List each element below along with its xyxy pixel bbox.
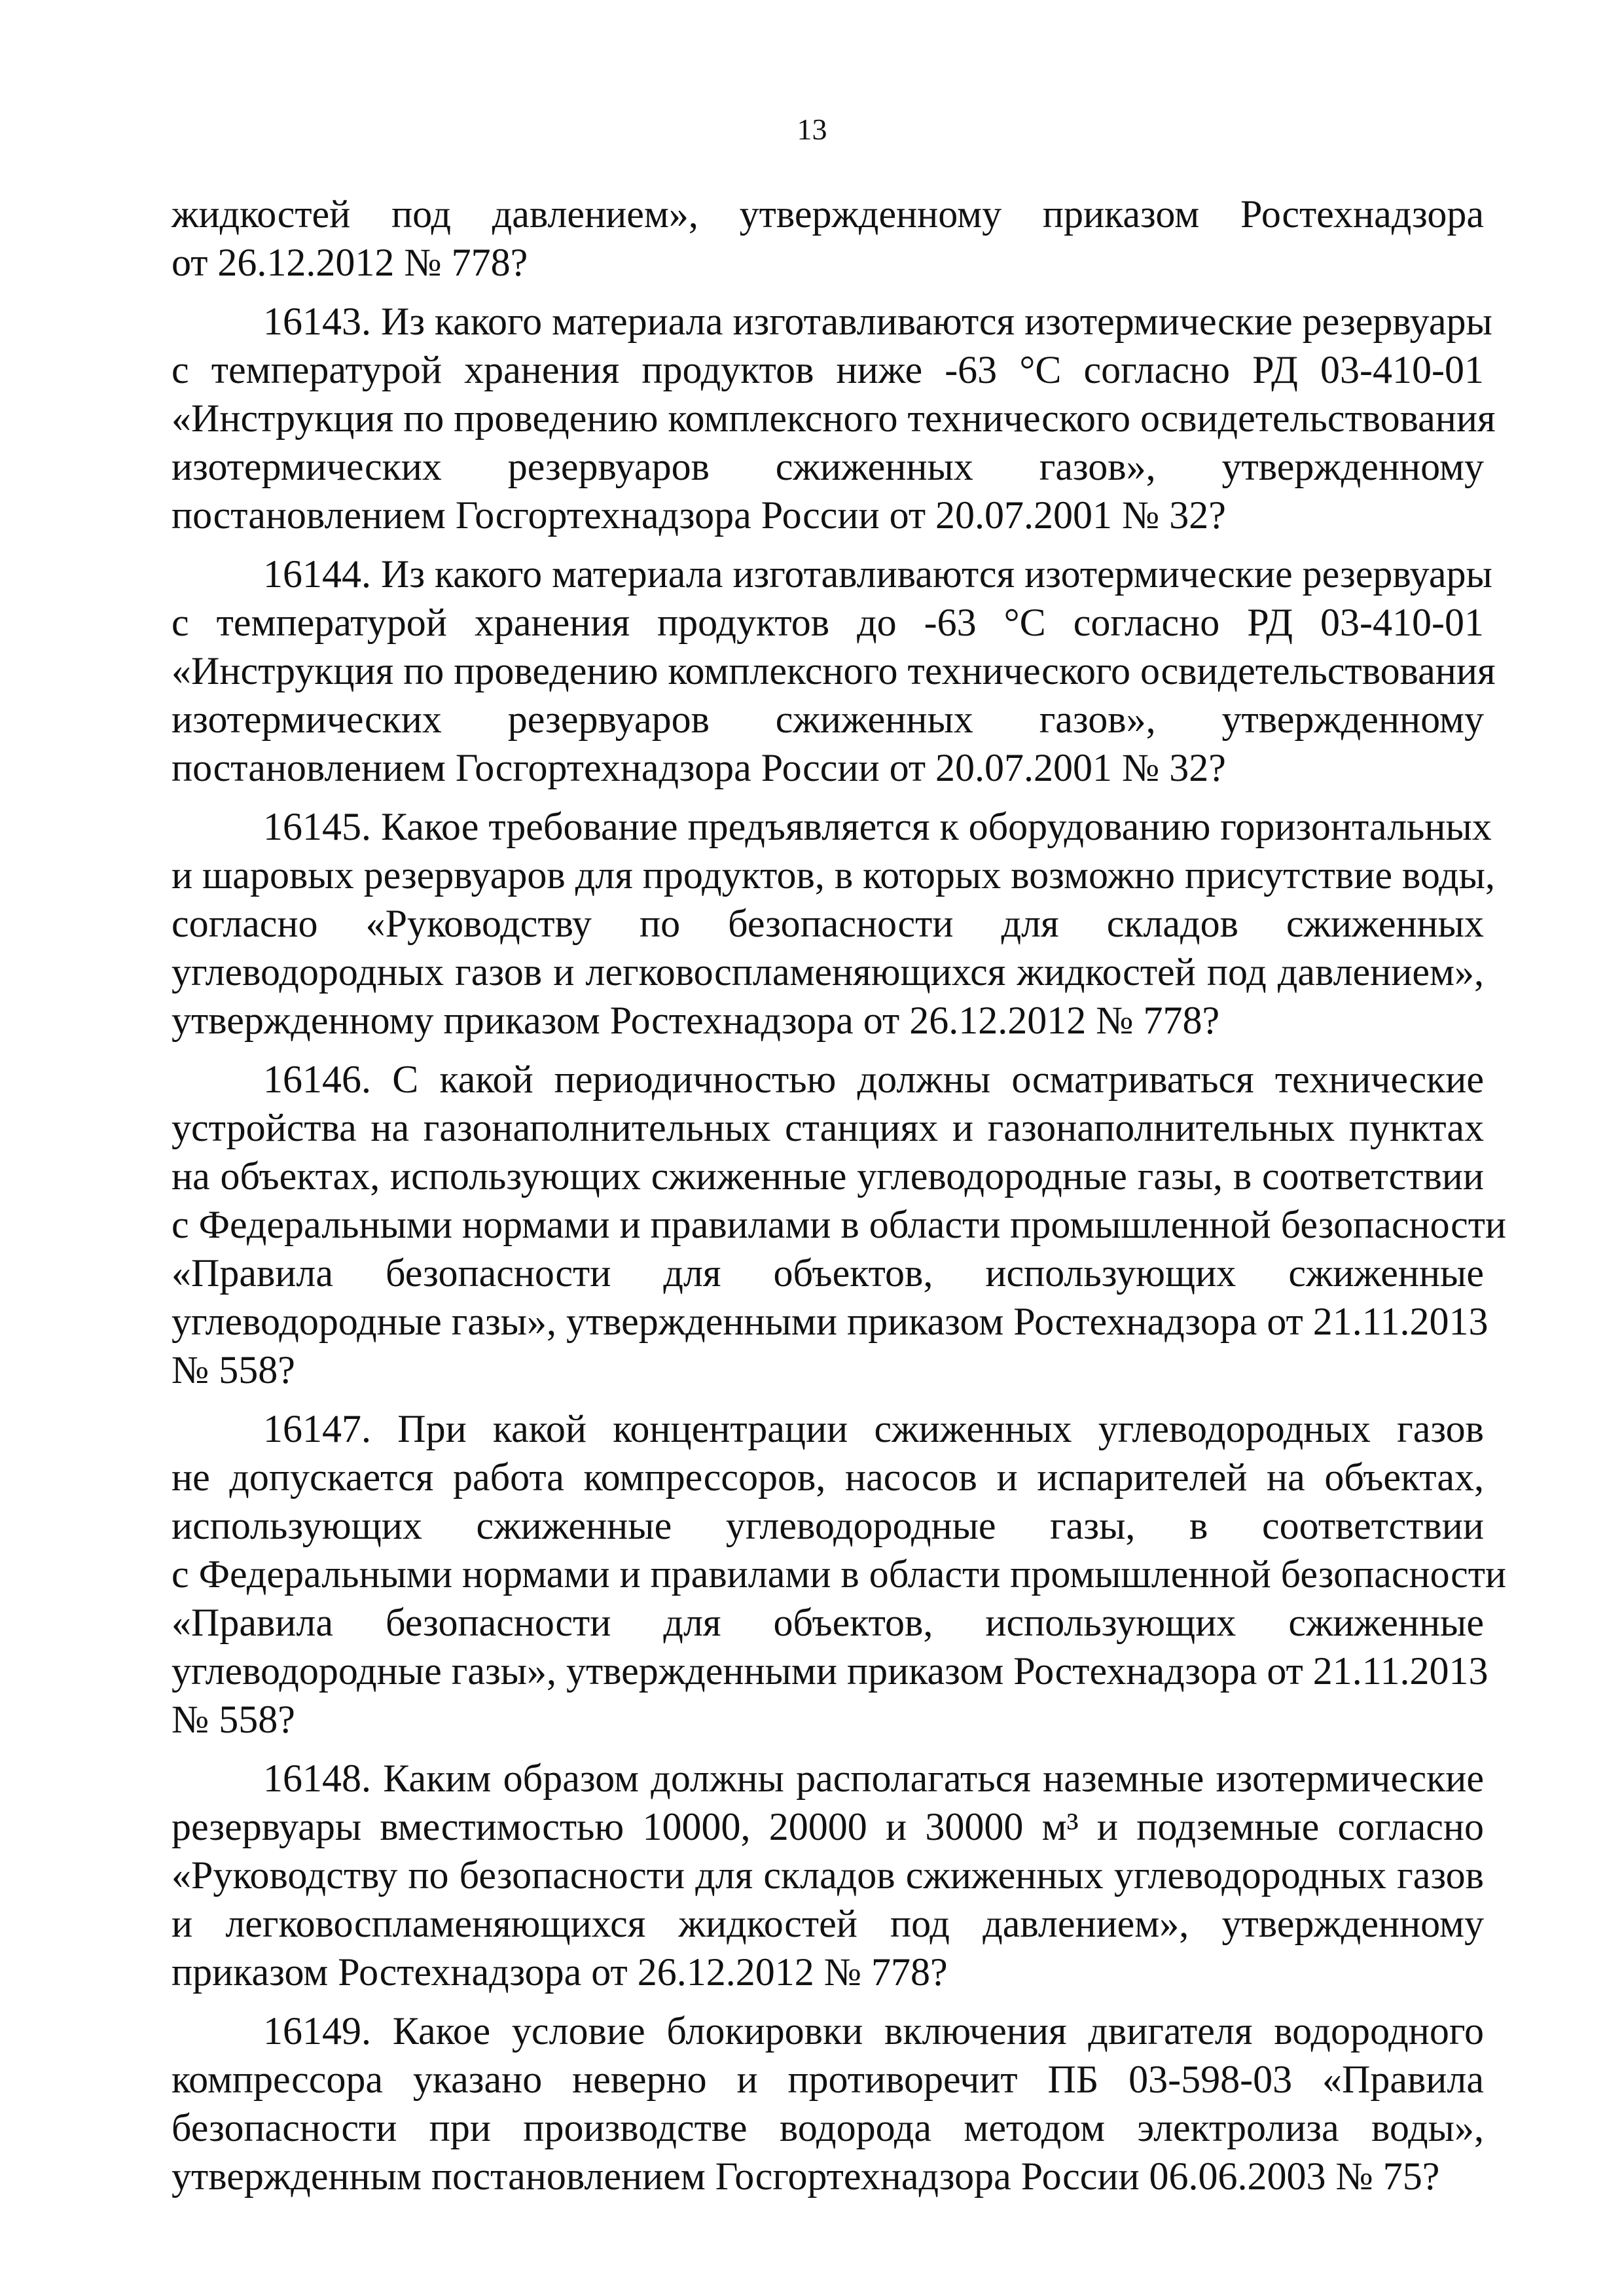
text-line: компрессора указано неверно и противоречит ПБ 03-598-03 «Правила	[171, 2058, 1484, 2101]
question-16147	[171, 1405, 1507, 1744]
text-line: постановлением Госгортехнадзора России от 20.07.2001 № 32?	[171, 493, 1226, 537]
text-line: не допускается работа компрессоров, насосов и испарителей на объектах,	[171, 1456, 1484, 1499]
text-line: «Руководству по безопасности для складов сжиженных углеводородных газов	[171, 1854, 1484, 1897]
question-16144	[171, 550, 1496, 792]
text-line: от 26.12.2012 № 778?	[171, 241, 528, 284]
question-16148	[171, 1754, 1484, 1996]
text-line: 16147. При какой концентрации сжиженных углеводородных газов	[263, 1407, 1484, 1450]
text-line: с температурой хранения продуктов ниже -63 °С согласно РД 03-410-01	[171, 348, 1484, 391]
text-line: приказом Ростехнадзора от 26.12.2012 № 778?	[171, 1950, 948, 1994]
text-line: «Правила безопасности для объектов, использующих сжиженные	[171, 1601, 1484, 1644]
text-line: «Правила безопасности для объектов, использующих сжиженные	[171, 1251, 1484, 1295]
question-16143	[171, 297, 1496, 539]
text-line: углеводородные газы», утвержденными приказом Ростехнадзора от 21.11.2013	[171, 1300, 1489, 1343]
text-line: изотермических резервуаров сжиженных газов», утвержденному	[171, 445, 1484, 488]
text-line: постановлением Госгортехнадзора России от 20.07.2001 № 32?	[171, 746, 1226, 789]
text-line: 16143. Из какого материала изготавливаются изотермические резервуары	[263, 300, 1492, 343]
text-line: углеводородные газы», утвержденными приказом Ростехнадзора от 21.11.2013	[171, 1649, 1489, 1693]
text-line: безопасности при производстве водорода методом электролиза воды»,	[171, 2106, 1484, 2149]
text-line: утвержденному приказом Ростехнадзора от 26.12.2012 № 778?	[171, 999, 1220, 1042]
text-line: и шаровых резервуаров для продуктов, в которых возможно присутствие воды,	[171, 853, 1495, 897]
text-line: 16145. Какое требование предъявляется к оборудованию горизонтальных	[263, 805, 1492, 848]
text-line: № 558?	[171, 1698, 295, 1741]
text-line: «Инструкция по проведению комплексного технического освидетельствования	[171, 649, 1496, 692]
text-line: согласно «Руководству по безопасности для складов сжиженных	[171, 902, 1484, 945]
text-line: устройства на газонаполнительных станциях и газонаполнительных пунктах	[171, 1106, 1484, 1149]
text-line: № 558?	[171, 1348, 295, 1391]
text-line: и легковоспламеняющихся жидкостей под давлением», утвержденному	[171, 1902, 1484, 1945]
text-line: с температурой хранения продуктов до -63 °С согласно РД 03-410-01	[171, 601, 1484, 644]
question-16145	[171, 802, 1495, 1045]
text-line: 16146. С какой периодичностью должны осматриваться технические	[263, 1058, 1484, 1101]
question-16149	[171, 2007, 1484, 2200]
question-16146	[171, 1055, 1507, 1394]
text-line: «Инструкция по проведению комплексного технического освидетельствования	[171, 397, 1496, 440]
text-line: 16144. Из какого материала изготавливаются изотермические резервуары	[263, 552, 1492, 596]
text-line: на объектах, использующих сжиженные углеводородные газы, в соответствии	[171, 1155, 1484, 1198]
text-line: 16148. Каким образом должны располагаться наземные изотермические	[263, 1757, 1484, 1800]
page-number: 13	[797, 113, 827, 146]
text-line: резервуары вместимостью 10000, 20000 и 30000 м³ и подземные согласно	[171, 1805, 1484, 1848]
text-line: 16149. Какое условие блокировки включения двигателя водородного	[263, 2009, 1484, 2053]
text-line: углеводородных газов и легковоспламеняющихся жидкостей под давлением»,	[171, 950, 1484, 994]
text-line: использующих сжиженные углеводородные газы, в соответствии	[171, 1504, 1484, 1547]
paragraph-continuation	[171, 190, 1484, 287]
text-line: с Федеральными нормами и правилами в области промышленной безопасности	[171, 1203, 1507, 1246]
text-line: жидкостей под давлением», утвержденному приказом Ростехнадзора	[171, 192, 1484, 236]
text-line: с Федеральными нормами и правилами в области промышленной безопасности	[171, 1552, 1507, 1596]
text-line: изотермических резервуаров сжиженных газов», утвержденному	[171, 698, 1484, 741]
text-line: утвержденным постановлением Госгортехнадзора России 06.06.2003 № 75?	[171, 2155, 1440, 2198]
document-body	[171, 190, 1507, 2200]
